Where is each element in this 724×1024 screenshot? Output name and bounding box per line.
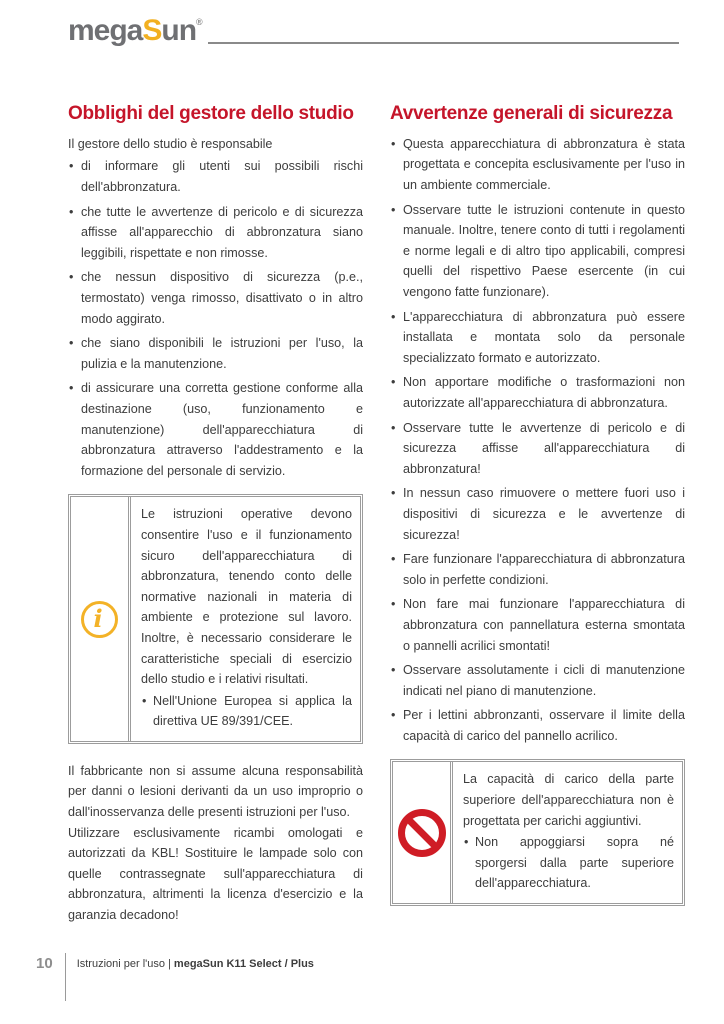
list-item: • che nessun dispositivo di sicurezza (p.e., termostato) venga rimosso, disattivato o in altro modo aggirato.: [68, 267, 363, 329]
info-box-paragraph: Le istruzioni operative devono consentire l'uso e il funzionamento sicuro dell'apparecchiatura di abbronzatura, tenendo conto delle normative nazionali in materia di ambiente e protezione sul lavoro. Inoltre, è necessario considerare le caratteristiche speciali di esercizio dello studio e i relativi risultati.: [141, 507, 352, 687]
logo-suffix: un: [161, 14, 197, 47]
logo-accent: S: [142, 14, 162, 47]
prohibition-icon-bar: [405, 816, 438, 849]
info-box: [68, 494, 363, 744]
left-column: [68, 103, 363, 926]
list-item: • L'apparecchiatura di abbronzatura può essere installata e montata solo da personale specializzato formato e autorizzato.: [390, 307, 685, 369]
list-item: • Per i lettini abbronzanti, osservare il limite della capacità di carico del pannello acrilico.: [390, 705, 685, 746]
footer-label: Istruzioni per l'uso |: [76, 958, 171, 970]
header-divider: [208, 42, 679, 44]
page-number: 10: [36, 955, 53, 972]
list-item: • Non fare mai funzionare l'apparecchiatura di abbronzatura con pannellatura esterna smontata o pannelli acrilici smontati!: [390, 594, 685, 656]
list-item: • Non apportare modifiche o trasformazioni non autorizzate all'apparecchiatura di abbronzatura.: [390, 372, 685, 413]
warning-box-bullet-list: [463, 832, 674, 894]
warning-box-text: [453, 762, 682, 903]
warning-box-icon-cell: [393, 762, 453, 903]
prohibition-icon: [398, 809, 446, 857]
list-item: • Osservare tutte le istruzioni contenute in questo manuale. Inoltre, tenere conto di tutti i regolamenti e norme legali e di altro tipo applicabili, compresi quelli del rispettivo Paese esercente (in cui vengono fatte funzionare).: [390, 200, 685, 303]
page-footer: [36, 953, 314, 1001]
info-icon: i: [81, 601, 118, 638]
list-item: • che tutte le avvertenze di pericolo e di sicurezza affisse all'apparecchio di abbronzatura siano leggibili, rispettate e non rimosse.: [68, 202, 363, 264]
list-item: • Osservare tutte le avvertenze di pericolo e di sicurezza affisse all'apparecchiatura di abbronzatura!: [390, 418, 685, 480]
list-item: • In nessun caso rimuovere o mettere fuori uso i dispositivi di sicurezza e le avvertenze di sicurezza!: [390, 483, 685, 545]
list-item: • Nell'Unione Europea si applica la direttiva UE 89/391/CEE.: [141, 691, 352, 732]
right-bullet-list: [390, 134, 685, 747]
left-section-heading: Obblighi del gestore dello studio: [68, 103, 354, 124]
registered-mark: ®: [196, 17, 203, 27]
list-item: • Questa apparecchiatura di abbronzatura è stata progettata e concepita esclusivamente per l'uso in un ambiente commerciale.: [390, 134, 685, 196]
list-item: • di informare gli utenti sui possibili rischi dell'abbronzatura.: [68, 156, 363, 197]
info-box-text: [131, 497, 360, 741]
content-columns: [68, 103, 685, 926]
list-item: • Osservare assolutamente i cicli di manutenzione indicati nel piano di manutenzione.: [390, 660, 685, 701]
logo-prefix: mega: [68, 14, 143, 47]
info-box-bullet-list: [141, 691, 352, 732]
page-header: [68, 16, 679, 46]
paragraph: Utilizzare esclusivamente ricambi omologati e autorizzati da KBL! Sostituire le lampade solo con quelle contrassegnate sull'apparecchiatura di abbronzatura, altrimenti la licenza d'esercizio e la garanzia decadono!: [68, 825, 363, 923]
warning-box: [390, 759, 685, 906]
footer-text: [77, 953, 314, 970]
list-item: • che siano disponibili le istruzioni per l'uso, la pulizia e la manutenzione.: [68, 333, 363, 374]
list-item: • di assicurare una corretta gestione conforme alla destinazione (uso, funzionamento e manutenzione) dell'apparecchiatura di abbronzatura attraverso l'addestramento e la formazione del personale di servizio.: [68, 378, 363, 481]
right-column: [390, 103, 685, 926]
footer-divider: [65, 953, 66, 1001]
info-box-icon-cell: [71, 497, 131, 741]
warning-box-paragraph: La capacità di carico della parte superiore dell'apparecchiatura non è progettata per carichi aggiuntivi.: [463, 772, 674, 828]
left-bullet-list: [68, 156, 363, 481]
right-section-heading: Avvertenze generali di sicurezza: [390, 103, 673, 124]
manufacturer-note: [68, 761, 363, 926]
footer-product-name: megaSun K11 Select / Plus: [173, 958, 314, 970]
list-item: • Fare funzionare l'apparecchiatura di abbronzatura solo in perfette condizioni.: [390, 549, 685, 590]
megasun-logo: [68, 16, 203, 46]
list-item: • Non appoggiarsi sopra né sporgersi dalla parte superiore dell'apparecchiatura.: [463, 832, 674, 894]
left-intro-text: Il gestore dello studio è responsabile: [68, 136, 273, 151]
paragraph: Il fabbricante non si assume alcuna responsabilità per danni o lesioni derivanti da un uso improprio o dall'inosservanza delle presenti istruzioni per l'uso.: [68, 763, 363, 820]
